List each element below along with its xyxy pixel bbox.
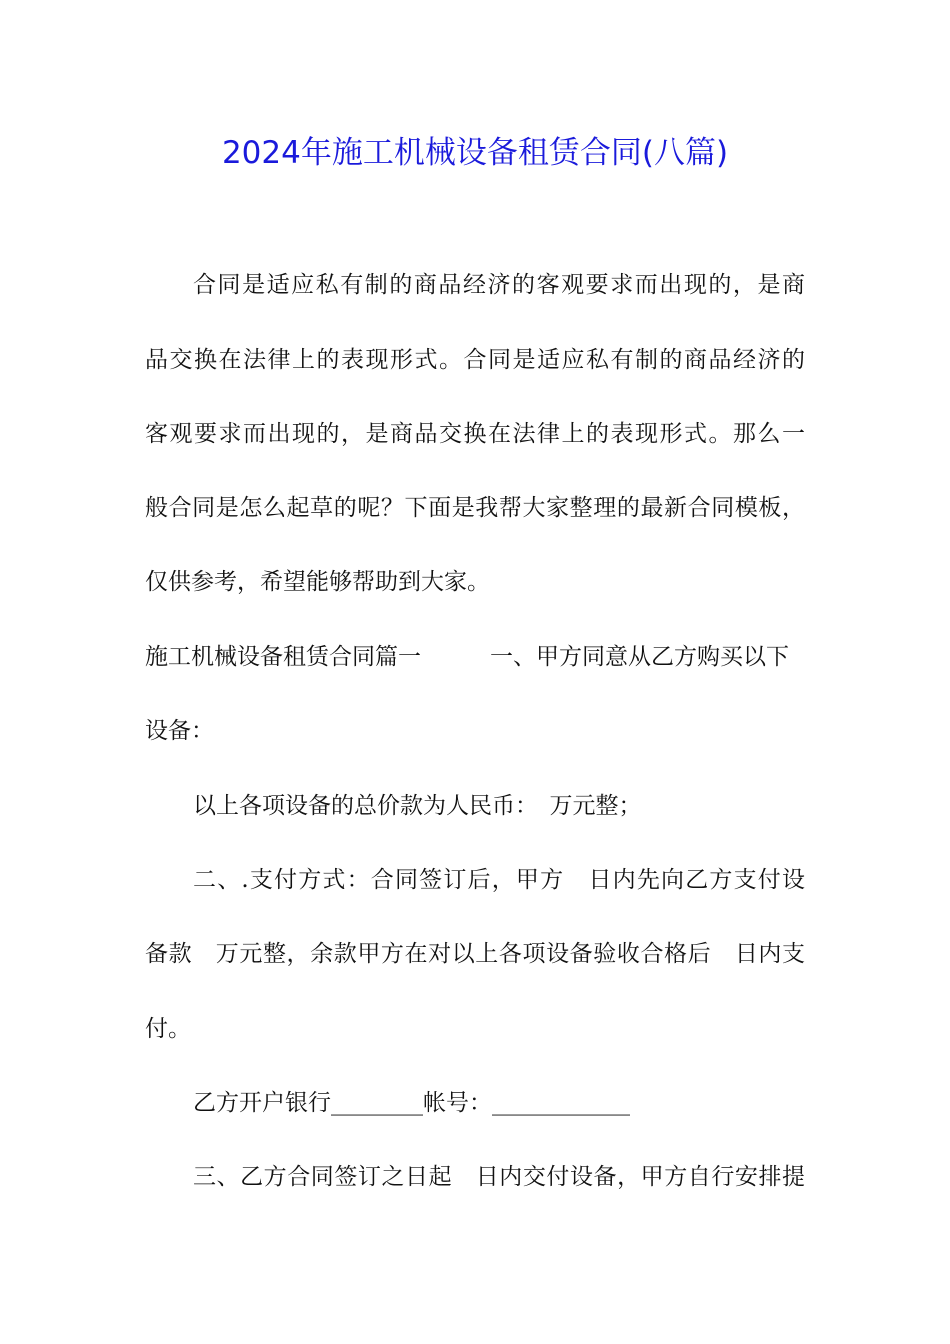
paragraph-line: 付。 — [145, 1016, 191, 1042]
paragraph-line: 三、乙方合同签订之日起 日内交付设备，甲方自行安排提 — [193, 1164, 805, 1190]
paragraph-line: 品交换在法律上的表现形式。合同是适应私有制的商品经济的 — [145, 347, 805, 373]
paragraph-line: 仅供参考，希望能够帮助到大家。 — [145, 569, 490, 595]
paragraph-line: 合同是适应私有制的商品经济的客观要求而出现的，是商 — [193, 272, 805, 298]
paragraph-line: 客观要求而出现的，是商品交换在法律上的表现形式。那么一 — [145, 421, 805, 447]
paragraph-line: 般合同是怎么起草的呢？下面是我帮大家整理的最新合同模板， — [145, 495, 805, 521]
paragraph-line: 二、.支付方式：合同签订后，甲方 日内先向乙方支付设 — [193, 867, 805, 893]
paragraph-line: 以上各项设备的总价款为人民币： 万元整； — [193, 793, 642, 819]
section-heading-line: 施工机械设备租赁合同篇一 一、甲方同意从乙方购买以下 — [145, 644, 789, 670]
bank-account-line: 乙方开户银行________帐号：____________ — [193, 1090, 630, 1116]
paragraph-line: 备款 万元整，余款甲方在对以上各项设备验收合格后 日内支 — [145, 941, 805, 967]
paragraph-line: 设备： — [145, 718, 214, 744]
document-title: 2024年施工机械设备租赁合同(八篇) — [221, 135, 729, 171]
